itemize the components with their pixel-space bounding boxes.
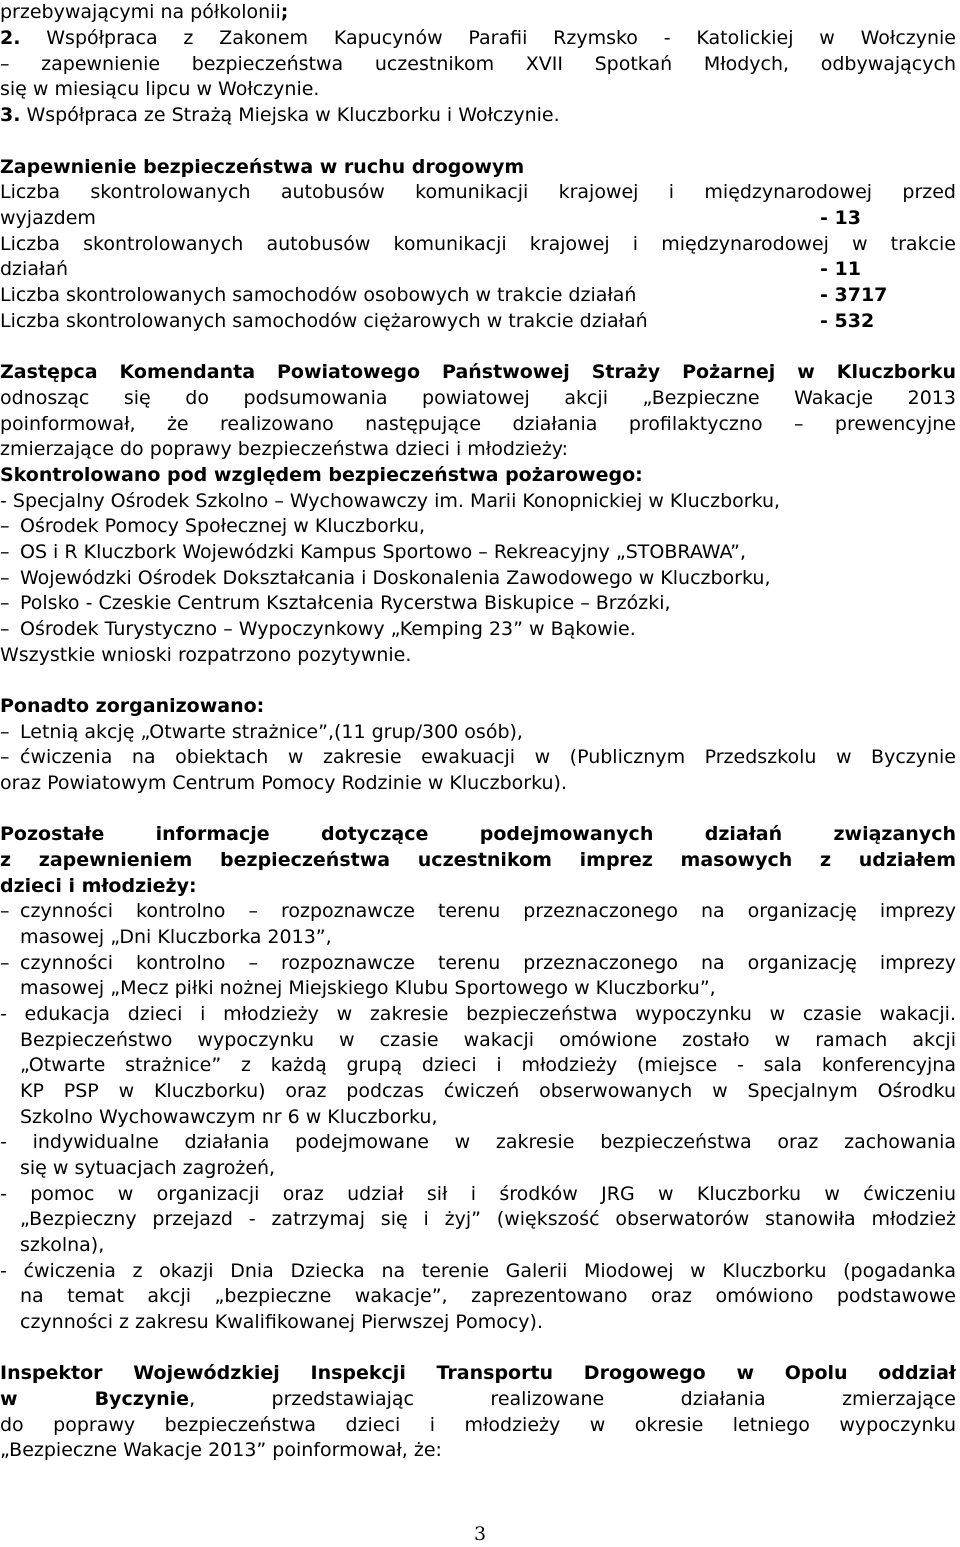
text-line	[0, 0, 956, 25]
item-text: Letnią akcję „Otwarte strażnice”,(11 grup/300 osób),	[20, 721, 523, 743]
text-line: oraz Powiatowym Centrum Pomocy Rodzinie w Kluczborku).	[0, 772, 568, 794]
stat-value: - 532	[820, 310, 875, 332]
section-heading: Zapewnienie bezpieczeństwa w ruchu drogowym	[0, 156, 525, 178]
text-fragment: w Byczynie	[0, 1388, 190, 1410]
text-line: się w sytuacjach zagrożeń,	[20, 1157, 276, 1179]
page-number: 3	[473, 1523, 487, 1545]
text-line: szkolna),	[20, 1234, 105, 1256]
list-item	[0, 951, 956, 976]
item-text: czynności kontrolno – rozpoznawcze terenu przeznaczonego na organizację imprezy	[20, 952, 956, 974]
list-item	[0, 745, 956, 770]
list-item: - edukacja dzieci i młodzieży w zakresie bezpieczeństwa wypoczynku w czasie wakacji.	[0, 1003, 956, 1025]
stat-row	[0, 206, 956, 231]
text-line: – zapewnienie bezpieczeństwa uczestnikom XVII Spotkań Młodych, odbywających	[0, 53, 956, 75]
subheading: Skontrolowano pod względem bezpieczeństwa pożarowego:	[0, 464, 643, 486]
dash-bullet: –	[0, 541, 10, 563]
list-item: - Specjalny Ośrodek Szkolno – Wychowawczy im. Marii Konopnickiej w Kluczborku,	[0, 490, 781, 512]
dash-bullet: –	[0, 618, 10, 640]
text-line: masowej „Mecz piłki nożnej Miejskiego Klubu Sportowego w Kluczborku”,	[20, 977, 716, 999]
text-line: Wszystkie wnioski rozpatrzono pozytywnie.	[0, 644, 412, 666]
section-heading: Inspektor Wojewódzkiej Inspekcji Transportu Drogowego w Opolu oddział	[0, 1362, 956, 1384]
list-item	[0, 899, 956, 924]
item-number: 3.	[0, 104, 21, 126]
item-text: Polsko - Czeskie Centrum Kształcenia Rycerstwa Biskupice – Brzózki,	[20, 592, 671, 614]
stat-label: Liczba skontrolowanych samochodów osobowych w trakcie działań	[0, 284, 637, 306]
text-fragment: przebywającymi na półkolonii	[0, 1, 281, 23]
text-line: poinformował, że realizowano następujące działania profilaktyczno – prewencyjne	[0, 413, 956, 435]
text-line: „Bezpieczne Wakacje 2013” poinformował, że:	[0, 1439, 442, 1461]
text-line	[0, 1387, 956, 1412]
item-text: Ośrodek Turystyczno – Wypoczynkowy „Kemping 23” w Bąkowie.	[20, 618, 636, 640]
text-line: Bezpieczeństwo wypoczynku w czasie wakacji omówione zostało w ramach akcji	[20, 1029, 956, 1051]
stat-value: - 11	[820, 258, 861, 280]
dash-bullet: –	[0, 721, 10, 743]
dash-bullet: –	[0, 900, 10, 922]
text-line: Liczba skontrolowanych autobusów komunikacji krajowej i międzynarodowej przed	[0, 181, 956, 203]
list-item-2	[0, 26, 956, 51]
text-fragment: , przedstawiając realizowane działania zmierzające	[189, 1388, 956, 1410]
text-line: do poprawy bezpieczeństwa dzieci i młodzieży w okresie letniego wypoczynku	[0, 1414, 956, 1436]
dash-bullet: –	[0, 952, 10, 974]
list-item: - indywidualne działania podejmowane w zakresie bezpieczeństwa oraz zachowania	[0, 1131, 956, 1153]
list-item: - ćwiczenia z okazji Dnia Dziecka na terenie Galerii Miodowej w Kluczborku (pogadanka	[0, 1260, 956, 1282]
section-heading: z zapewnieniem bezpieczeństwa uczestnikom imprez masowych z udziałem	[0, 849, 956, 871]
stat-row	[0, 283, 956, 308]
stat-label: wyjazdem	[0, 207, 96, 229]
text-line: Szkolno Wychowawczym nr 6 w Kluczborku,	[20, 1106, 438, 1128]
list-item: - pomoc w organizacji oraz udział sił i środków JRG w Kluczborku w ćwiczeniu	[0, 1183, 956, 1205]
list-item	[0, 514, 956, 539]
dash-bullet: –	[0, 567, 10, 589]
stat-label: działań	[0, 258, 69, 280]
text-line: czynności z zakresu Kwalifikowanej Pierwszej Pomocy).	[20, 1311, 544, 1333]
text-line: „Otwarte strażnice” z każdą grupą dzieci i młodzieży (miejsce - sala konferencyjna	[20, 1054, 956, 1076]
list-item	[0, 617, 956, 642]
item-text: OS i R Kluczbork Wojewódzki Kampus Sportowo – Rekreacyjny „STOBRAWA”,	[20, 541, 747, 563]
text-line: „Bezpieczny przejazd - zatrzymaj się i żyj” (większość obserwatorów stanowiła młodzież	[20, 1208, 956, 1230]
section-heading: dzieci i młodzieży:	[0, 875, 197, 897]
list-item	[0, 720, 956, 745]
text-fragment: ;	[280, 1, 289, 23]
stat-row	[0, 309, 956, 334]
stat-row	[0, 257, 956, 282]
text-line: zmierzające do poprawy bezpieczeństwa dzieci i młodzieży:	[0, 438, 569, 460]
dash-bullet: –	[0, 515, 10, 537]
item-text: czynności kontrolno – rozpoznawcze terenu przeznaczonego na organizację imprezy	[20, 900, 956, 922]
stat-value: - 13	[820, 207, 861, 229]
text-line: odnosząc się do podsumowania powiatowej akcji „Bezpieczne Wakacje 2013	[0, 387, 956, 409]
item-text: Wojewódzki Ośrodek Dokształcania i Doskonalenia Zawodowego w Kluczborku,	[20, 567, 771, 589]
item-text: Współpraca z Zakonem Kapucynów Parafii Rzymsko - Katolickiej w Wołczynie	[20, 27, 956, 49]
text-line: na temat akcji „bezpieczne wakacje”, zaprezentowano oraz omówiono podstawowe	[20, 1285, 956, 1307]
item-number: 2.	[0, 27, 21, 49]
text-line: Liczba skontrolowanych autobusów komunikacji krajowej i międzynarodowej w trakcie	[0, 233, 956, 255]
dash-bullet: –	[0, 592, 10, 614]
item-text: ćwiczenia na obiektach w zakresie ewakuacji w (Publicznym Przedszkolu w Byczynie	[20, 746, 956, 768]
section-heading: Ponadto zorganizowano:	[0, 695, 265, 717]
list-item	[0, 566, 956, 591]
text-line: masowej „Dni Kluczborka 2013”,	[20, 926, 332, 948]
list-item	[0, 540, 956, 565]
list-item	[0, 591, 956, 616]
text-line: się w miesiącu lipcu w Wołczynie.	[0, 78, 320, 100]
stat-label: Liczba skontrolowanych samochodów ciężarowych w trakcie działań	[0, 310, 648, 332]
section-heading: Zastępca Komendanta Powiatowego Państwowej Straży Pożarnej w Kluczborku	[0, 361, 956, 383]
list-item-3	[0, 103, 956, 128]
section-heading: Pozostałe informacje dotyczące podejmowanych działań związanych	[0, 823, 956, 845]
item-text: Ośrodek Pomocy Społecznej w Kluczborku,	[20, 515, 426, 537]
item-text: Współpraca ze Strażą Miejska w Kluczborku i Wołczynie.	[20, 104, 560, 126]
dash-bullet: –	[0, 746, 10, 768]
text-line: KP PSP w Kluczborku) oraz podczas ćwiczeń obserwowanych w Specjalnym Ośrodku	[20, 1080, 956, 1102]
stat-value: - 3717	[820, 284, 888, 306]
